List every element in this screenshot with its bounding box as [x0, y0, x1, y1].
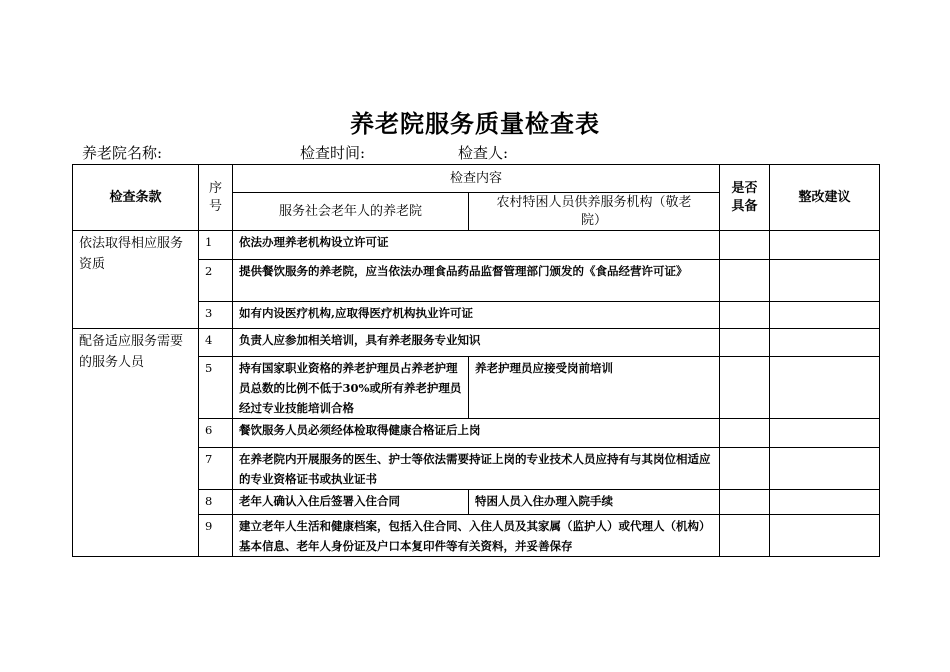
meets-cell[interactable] [720, 357, 770, 419]
suggest-cell[interactable] [770, 515, 880, 557]
meta-inspector-label: 检查人: [458, 144, 509, 162]
header-sub-a: 服务社会老年人的养老院 [233, 193, 469, 231]
table-row [73, 231, 880, 260]
suggest-cell[interactable] [770, 490, 880, 515]
content-cell: 在养老院内开展服务的医生、护士等依法需要持证上岗的专业技术人员应持有与其岗位相适应的专业资格证书或执业证书 [233, 448, 720, 490]
suggest-cell[interactable] [770, 302, 880, 329]
meets-cell[interactable] [720, 329, 770, 357]
header-content: 检查内容 [233, 165, 720, 193]
content-cell: 依法办理养老机构设立许可证 [233, 231, 720, 260]
table-row [73, 329, 880, 357]
meets-cell[interactable] [720, 490, 770, 515]
content-cell: 建立老年人生活和健康档案，包括入住合同、入住人员及其家属（监护人）或代理人（机构）基本信息、老年人身份证及户口本复印件等有关资料，并妥善保存 [233, 515, 720, 557]
content-cell-b: 养老护理员应接受岗前培训 [469, 357, 720, 419]
meets-cell[interactable] [720, 515, 770, 557]
meets-cell[interactable] [720, 302, 770, 329]
category-cell: 依法取得相应服务资质 [73, 231, 199, 329]
header-meets: 是否具备 [720, 165, 770, 231]
meets-cell[interactable] [720, 231, 770, 260]
seq-cell: 5 [199, 357, 233, 419]
seq-cell: 7 [199, 448, 233, 490]
suggest-cell[interactable] [770, 231, 880, 260]
category-cell: 配备适应服务需要的服务人员 [73, 329, 199, 557]
header-clause: 检查条款 [73, 165, 199, 231]
seq-cell: 4 [199, 329, 233, 357]
suggest-cell[interactable] [770, 260, 880, 302]
seq-cell: 9 [199, 515, 233, 557]
page-title: 养老院服务质量检查表 [350, 109, 600, 138]
header-suggest: 整改建议 [770, 165, 880, 231]
seq-cell: 2 [199, 260, 233, 302]
header-seq: 序号 [199, 165, 233, 231]
meta-time-label: 检查时间: [300, 144, 366, 162]
suggest-cell[interactable] [770, 329, 880, 357]
content-cell: 提供餐饮服务的养老院，应当依法办理食品药品监督管理部门颁发的《食品经营许可证》 [233, 260, 720, 302]
header-sub-b: 农村特困人员供养服务机构（敬老院） [469, 193, 720, 231]
suggest-cell[interactable] [770, 448, 880, 490]
meets-cell[interactable] [720, 419, 770, 448]
content-cell: 负责人应参加相关培训，具有养老服务专业知识 [233, 329, 720, 357]
meets-cell[interactable] [720, 448, 770, 490]
inspection-table [72, 164, 880, 557]
suggest-cell[interactable] [770, 419, 880, 448]
suggest-cell[interactable] [770, 357, 880, 419]
meets-cell[interactable] [720, 260, 770, 302]
meta-name-label: 养老院名称: [82, 144, 163, 162]
seq-cell: 1 [199, 231, 233, 260]
seq-cell: 3 [199, 302, 233, 329]
content-cell: 如有内设医疗机构,应取得医疗机构执业许可证 [233, 302, 720, 329]
seq-cell: 6 [199, 419, 233, 448]
content-cell-b: 特困人员入住办理入院手续 [469, 490, 720, 515]
content-cell: 餐饮服务人员必须经体检取得健康合格证后上岗 [233, 419, 720, 448]
content-cell-a: 老年人确认入住后签署入住合同 [233, 490, 469, 515]
seq-cell: 8 [199, 490, 233, 515]
content-cell-a: 持有国家职业资格的养老护理员占养老护理员总数的比例不低于30%或所有养老护理员经过专业技能培训合格 [233, 357, 469, 419]
